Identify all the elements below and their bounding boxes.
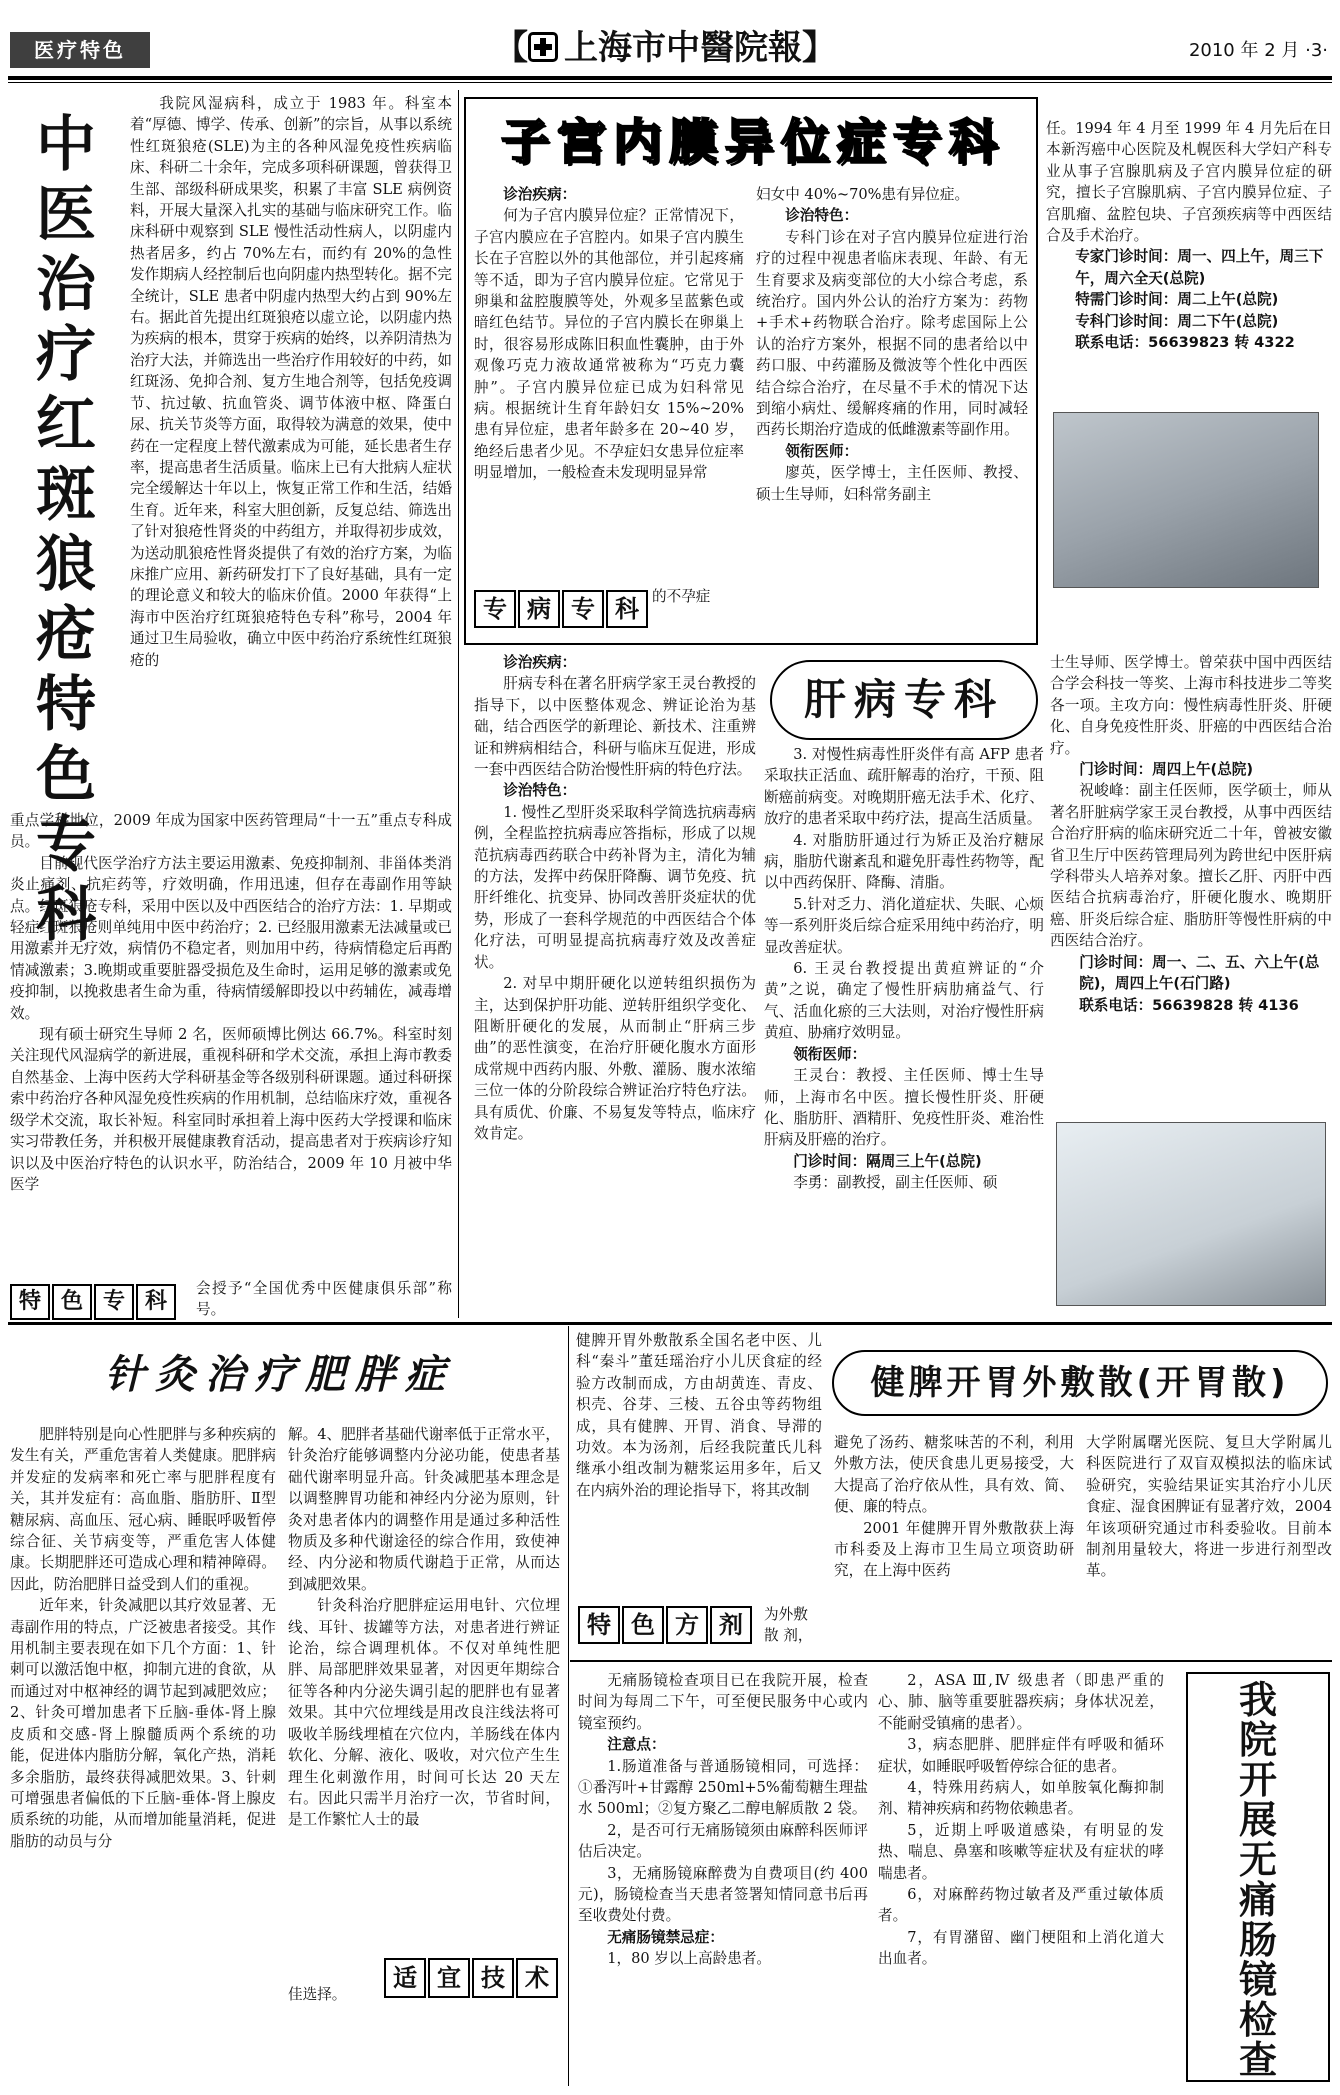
sle-section-tag: 特 色 专 科 [10, 1284, 180, 1320]
acu-col-2-tail: 佳选择。 [288, 1986, 347, 2003]
header-rule [8, 76, 1332, 80]
sle-text-column: 我院风湿病科，成立于 1983 年。科室本着“厚德、博学、传承、创新”的宗旨，从事以系统性红斑狼疮(SLE)为主的各种风湿免疫性疾病临床、科研二十余年，完成多项科研课题，曾获得卫生部、部级科研成果奖，积累了丰富 SLE 病例资料，开展大量深入扎实的基础与临床研究工作。临床科研中观察到 SLE 慢性活动性病人，以阴虚内热者居多，约占 70%左右，而约有 20%的急性发作期病人经控制后也向阴虚内热型转化。据不完全统计，SLE 患者中阴虚内热型大约占到 90%左右。据此首先提出红斑狼疮以虚立论，以阴虚内热为疾病的根本，贯穿于疾病的始终，以养阴清热为治疗大法，并筛选出一些治疗作用较好的中药，如红斑汤、免抑合剂、复方生地合剂等，包括免疫调节、抗过敏、抗血管炎、调节体液中枢、降蛋白尿、抗关节炎等方面，取得较为满意的效果，使中药在一定程度上替代激素成为可能，延长患者生存率，提高患者生活质量。临床上已有大批病人症状完全缓解达十年以上，恢复正常工作和生活，结婚生育。近年来，科室大胆创新，反复总结、筛选出了针对狼疮性肾炎的中药组方，并取得初步成效，为送动肌狼疮性肾炎提供了有效的治疗方案，为临床推广应用、新药研发打下了良好基础，具有一定的理论意义和较大的临床价值。2000 年获得“上海市中医治疗红斑狼疮特色专科”称号，2004 年通过卫生局验收，确立中医中药治疗系统性红斑狼疮的 [130, 95, 452, 669]
endo-title: 子宫内膜异位症专科 [500, 114, 1005, 170]
endo-section-tag: 专 病 专 科 [474, 590, 649, 630]
liver-col-1: 诊治疾病： 肝病专科在著名肝病学家王灵台教授的指导下，以中医整体观念、辨证论治为基础，结合西医学的新理论、新技术、注重辨证和辨病相结合，科研与临床互促进，形成一套中西医结合防治慢性肝病的特色疗法。 诊治特色： 1. 慢性乙型肝炎采取科学简选抗病毒病例，全程监控抗病毒应答指标，形成了以规范抗病毒西药联合中药补肾为主，清化为辅的方法，发挥中药保肝降酶、调节免疫、抗肝纤维化、抗变异、协同改善肝炎症状的优势，形成了一套科学规范的中西医结合个体化疗法，可明显提高抗病毒疗效及改善症状。 2. 对早中期肝硬化以逆转组织损伤为主，达到保护肝功能、逆转肝组织学变化、阻断肝硬化的发展，从而制止“肝病三步曲”的恶性演变，在治疗肝硬化腹水方面形成常规中西药内服、外敷、灌肠、腹水浓缩三位一体的分阶段综合辨证治疗特色疗法。具有质优、价廉、不易复发等特点，临床疗效肯定。 [474, 654, 756, 1142]
acu-col-1: 肥胖特别是向心性肥胖与多种疾病的发生有关，严重危害着人类健康。肥胖病并发症的发病率和死亡率与肥胖程度有关，其并发症有：高血脂、脂肪肝、Ⅱ型糖尿病、高血压、冠心病、睡眠呼吸暂停综合征、关节病变等，严重危害人体健康。长期肥胖还可造成心理和精神障碍。因此，防治肥胖日益受到人们的重视。 近年来，针灸减肥以其疗效显著、无毒副作用的特点，广泛被患者接受。其作用机制主要表现在如下几个方面：1、针刺可以激活饱中枢，抑制亢进的食欲，从而通过对中枢神经的调节起到减肥效应；2、针灸可增加患者下丘脑-垂体-肾上腺皮质和交感-肾上腺髓质两个系统的功能，促进体内脂肪分解，氧化产热，消耗多余脂肪，最终获得减肥效果。3、针刺可增强患者偏低的下丘脑-垂体-肾上腺皮质系统的功能，从而增加能量消耗，促进脂肪的动员与分 [10, 1426, 276, 1850]
doctor-liao-photo [1053, 412, 1319, 588]
spleen-col-2: 避免了汤药、糖浆味苦的不利，利用外敷方法，使厌食患儿更易接受，大大提高了治疗依从性，具有效、简、便、廉的特点。 2001 年健脾开胃外敷散获上海市科委及上海市卫生局立项资助研究，在上海中医药 [834, 1434, 1074, 1580]
issue-date: 2010 年 2 月 ·3· [1188, 40, 1328, 61]
liver-title: 肝病专科 [803, 675, 1004, 724]
header-rule-thin [8, 82, 1332, 83]
spleen-section-tag: 特 色 方 剂 [578, 1606, 758, 1646]
endo-col-1: 诊治疾病： 何为子宫内膜异位症？正常情况下，子宫内膜应在子宫腔内。如果子宫内膜生长在子宫腔以外的其他部位，并引起疼痛等不适，即为子宫内膜异位症。它常见于卵巢和盆腔腹膜等处，外观多呈蓝紫色或暗红色结节。异位的子宫内膜长在卵巢上时，很容易形成陈旧积血性囊肿，由于外观像巧克力液故通常被称为“巧克力囊肿”。子宫内膜异位症已成为妇科常见病。根据统计生育年龄妇女 15%~20%患有异位症，患者年龄多在 20~40 岁，绝经后患者少见。不孕症妇女患异位症率明显增加，一般检查未发现明显异常 [474, 186, 744, 482]
spleen-col-1: 健脾开胃外敷散系全国名老中医、儿科“秦斗”董廷瑶治疗小儿厌食症的经验方改制而成，方由胡黄连、青皮、枳壳、谷芽、三棱、五谷虫等药物组成，具有健脾、开胃、消食、导滞的功效。本为汤剂，后经我院董氏儿科继承小组改制为糖浆运用多年，后又在内病外治的理论指导下，将其改制 [576, 1332, 822, 1499]
spleen-col-3: 大学附属曙光医院、复旦大学附属儿科医院进行了双盲双模拟法的临床试验研究，实验结果证实其治疗小儿厌食症、湿食困脾证有显著疗效，2004 年该项研究通过市科委验收。目前本制剂用量较大，将进一步进行剂型改革。 [1086, 1434, 1332, 1580]
column-divider [458, 90, 459, 1318]
endo-col-2: 妇女中 40%~70%患有异位症。 诊治特色： 专科门诊在对子宫内膜异位症进行治疗的过程中视患者临床表现、年龄、有无生育要求及病变部位的大小综合考虑，系统治疗。国内外公认的治疗方案为：药物+手术+药物联合治疗。除考虑国际上公认的治疗方案外，根据不同的患者给以中药口服、中药灌肠及微波等个性化中西医结合综合治疗，在尽量不手术的情况下达到缩小病灶、缓解疼痛的作用，同时减轻西药长期治疗造成的低雌激素等副作用。 领衔医师： 廖英，医学博士，主任医师、教授、硕士生导师，妇科常务副主 [756, 186, 1028, 503]
section-label: 医疗特色 [10, 32, 150, 68]
doctor-li-photo [1056, 1122, 1326, 1306]
sle-tail: 会授予“全国优秀中医健康俱乐部”称号。 [196, 1280, 452, 1319]
endo-col-3: 任。1994 年 4 月至 1999 年 4 月先后在日本新泻癌中心医院及札幌医科大学妇产科专业从事子宫腺肌病及子宫内膜异位症的研究，擅长子宫腺肌病、子宫内膜异位症、子宫肌瘤、盆腔包块、子宫颈疾病等中西医结合及手术治疗。 专家门诊时间：周一、四上午，周三下午，周六全天(总院) 特需门诊时间：周二上午(总院) 专科门诊时间：周二下午(总院) 联系电话：56639823 转 4322 [1046, 120, 1332, 352]
hospital-logo-icon [528, 32, 558, 62]
acu-col-2: 解。4、肥胖者基础代谢率低于正常水平，针灸治疗能够调整内分泌功能，使患者基础代谢率明显升高。针灸减肥基本理念是以调整脾胃功能和神经内分泌为原则，针灸对患者体内的调整作用是通过多种活性物质及多种代谢途径的综合作用，致使神经、内分泌和物质代谢趋于正常，从而达到减肥效果。 针灸科治疗肥胖症运用电针、穴位埋线、耳针、拔罐等方法，对患者进行辨证论治，综合调理机体。不仅对单纯性肥胖、局部肥胖效果显著，对因更年期综合征等各种内分泌失调引起的肥胖也有显著效果。其中穴位埋线是用改良注线法将可吸收羊肠线埋植在穴位内，羊肠线在体内软化、分解、液化、吸收，对穴位产生生理生化刺激作用，时间可长达 20 天左右。因此只需半月治疗一次，节省时间，是工作繁忙人士的最 [288, 1426, 560, 1829]
acu-divider [568, 1326, 569, 2086]
colon-col-1: 无痛肠镜检查项目已在我院开展，检查时间为每周二下午，可至便民服务中心或内镜室预约。 注意点： 1.肠道准备与普通肠镜相同，可选择：①番泻叶+甘露醇 250ml+5%葡萄糖生理盐水 500ml；②复方聚乙二醇电解质散 2 袋。 2，是否可行无痛肠镜须由麻醉科医师评估后决定。 3，无痛肠镜麻醉费为自费项目(约 400 元)，肠镜检查当天患者签署知情同意书后再至收费处付费。 无痛肠镜禁忌症： 1，80 岁以上高龄患者。 [578, 1672, 868, 1968]
spleen-divider [570, 1660, 1332, 1662]
bracket-left: 【 [494, 28, 528, 68]
spleen-col-1-tail: 为外敷 散 剂， [764, 1606, 813, 1645]
section-divider [8, 1322, 1332, 1325]
liver-col-3: 士生导师、医学博士。曾荣获中国中西医结合学会科技一等奖、上海市科技进步二等奖各一项。主攻方向：慢性病毒性肝炎、肝硬化、自身免疫性肝炎、肝癌的中西医结合治疗。 门诊时间：周四上午(总院) 祝峻峰：副主任医师，医学硕士，师从著名肝脏病学家王灵台教授，从事中西医结合治疗肝病的临床研究近二十年，曾被安徽省卫生厅中医药管理局列为跨世纪中医肝病学科带头人培养对象。擅长乙肝、丙肝中西医结合抗病毒治疗，肝硬化腹水、晚期肝癌、肝炎后综合症、脂肪肝等慢性肝病的中西医结合治疗。 门诊时间：周一、二、五、六上午(总院)，周四上午(石门路) 联系电话：56639828 转 4136 [1050, 654, 1332, 1014]
sle-text-full: 重点学科地位，2009 年成为国家中医药管理局“十一五”重点专科成员。 目前现代医学治疗方法主要运用激素、免疫抑制剂、非甾体类消炎止痛剂、抗疟药等，疗效明确，作用迅速，但存在毒副作用等缺点。红斑狼疮专科，采用中医以及中西医结合的治疗方法：1. 早期或轻症红斑狼疮则单纯用中医中药治疗；2. 已经服用激素无法减量或已用激素并无疗效，病情仍不稳定者，则加用中药，待病情稳定后再酌情减激素；3.晚期或重要脏器受损危及生命时，运用足够的激素或免疫抑制，以挽救患者生命为重，待病情缓解即投以中药辅佐，减毒增效。 现有硕士研究生导师 2 名，医师硕博比例达 66.7%。科室时刻关注现代风湿病学的新进展，重视科研和学术交流，承担上海市教委自然基金、上海中医药大学科研基金等各级别科研课题。通过科研探索中药治疗各种风湿免疫性疾病的作用机制，总结临床疗效，重视各级学术交流，取长补短。科室同时承担着上海中医药大学授课和临床实习带教任务，并积极开展健康教育活动，提高患者对于疾病诊疗知识以及中医治疗特色的认识水平，防治结合，2009 年 10 月被中华医学 [10, 812, 452, 1193]
colon-article-title: 我 院 开 展 无 痛 肠 镜 检 查 [1238, 1678, 1277, 2082]
acu-section-tag: 适 宜 技 术 [384, 1958, 560, 2000]
colon-col-2: 2，ASA Ⅲ,Ⅳ 级患者（即患严重的心、肺、脑等重要脏器疾病；身体状况差，不能耐受镇痛的患者）。 3，病态肥胖、肥胖症伴有呼吸和循环症状，如睡眠呼吸暂停综合征的患者。 4，特殊用药病人，如单胺氧化酶抑制剂、精神疾病和药物依赖患者。 5，近期上呼吸道感染，有明显的发热、喘息、鼻塞和咳嗽等症状及有症状的哮喘患者。 6，对麻醉药物过敏者及严重过敏体质者。 7，有胃潴留、幽门梗阻和上消化道大出血者。 [878, 1672, 1164, 1968]
masthead: 【 上海市中醫院報】 [494, 28, 836, 68]
spleen-title: 健脾开胃外敷散(开胃散) [870, 1363, 1290, 1403]
endo-col-1-tail: 的不孕症 [652, 588, 711, 605]
masthead-title: 上海市中醫院報 [564, 28, 802, 68]
sle-article-title: 中 医 治 疗 红 斑 狼 疮 特 色 专 科 [36, 110, 96, 950]
liver-col-2: 3. 对慢性病毒性肝炎伴有高 AFP 患者采取扶正活血、疏肝解毒的治疗，干预、阻断癌前病变。对晚期肝癌无法手术、化疗、放疗的患者采取中药疗法，提高生活质量。 4. 对脂肪肝通过行为矫正及治疗糖尿病，脂肪代谢紊乱和避免肝毒性药物等，配以中西药保肝、降酶、清脂。 5.针对乏力、消化道症状、失眠、心烦等一系列肝炎后综合症采用纯中药治疗，明显改善症状。 6. 王灵台教授提出黄疸辨证的“介黄”之说，确定了慢性肝病肋痛益气、行气、活血化瘀的三大法则，对治疗慢性肝病黄疸、胁痛疗效明显。 领衔医师： 王灵台：教授、主任医师、博士生导师，上海市名中医。擅长慢性肝炎、肝硬化、脂肪肝、酒精肝、免疫性肝炎、难治性肝病及肝癌的治疗。 门诊时间：隔周三上午(总院) 李勇：副教授，副主任医师、硕 [764, 746, 1044, 1192]
acu-title: 针灸治疗肥胖症 [105, 1352, 455, 1398]
